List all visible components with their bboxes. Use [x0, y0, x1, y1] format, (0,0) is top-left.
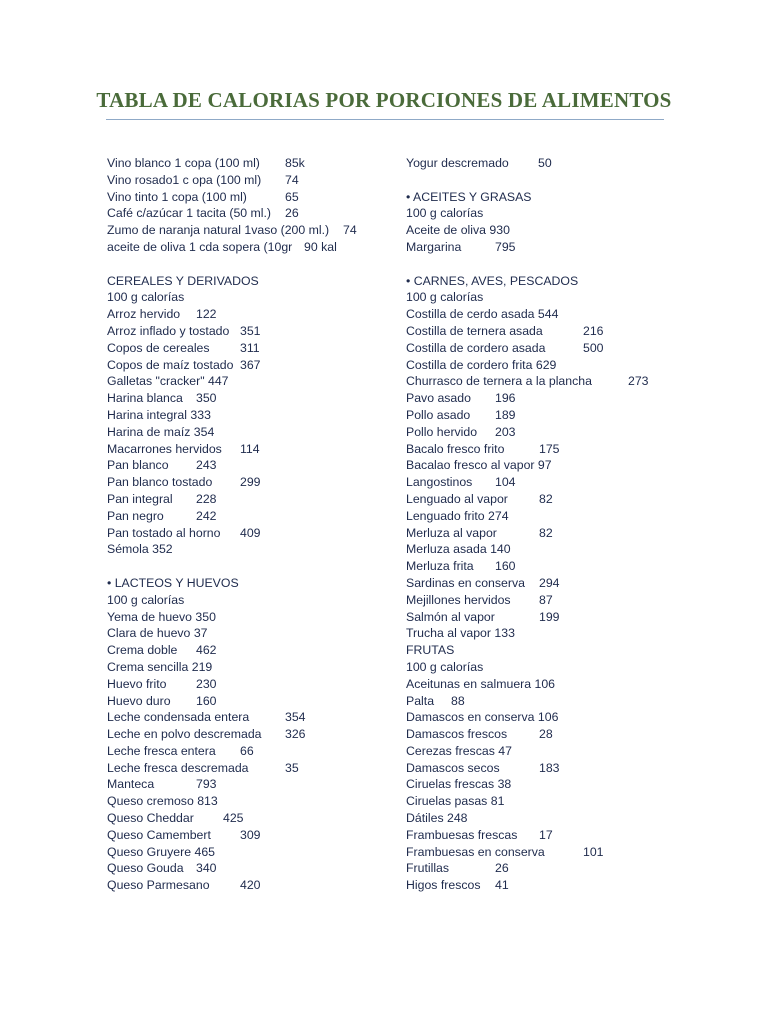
food-row: [406, 625, 686, 642]
food-row: [107, 659, 387, 676]
food-row: [107, 155, 387, 172]
food-row: [107, 860, 387, 877]
calorie-value: 367: [240, 357, 261, 372]
calorie-value: 26: [285, 206, 299, 221]
food-label: Churrasco de ternera a la plancha: [406, 374, 592, 389]
food-label: Lenguado frito 274: [406, 508, 509, 523]
calorie-value: 82: [539, 491, 553, 506]
food-label: Damascos en conserva 106: [406, 710, 559, 725]
food-row: [406, 827, 686, 844]
food-label: Langostinos: [406, 475, 473, 490]
food-label: Yogur descremado: [406, 156, 509, 170]
calorie-value: 351: [240, 323, 261, 338]
calorie-value: 243: [196, 458, 217, 473]
food-row: [406, 877, 686, 894]
food-row: [406, 323, 686, 340]
food-label: Pan integral: [107, 491, 173, 506]
food-row: [107, 289, 387, 306]
food-label: Café c/azúcar 1 tacita (50 ml.): [107, 206, 272, 221]
food-row: [107, 726, 387, 743]
food-label: Lenguado al vapor: [406, 491, 508, 506]
calorie-value: 74: [343, 223, 357, 238]
food-label: Frambuesas en conserva: [406, 844, 545, 859]
food-label: • LACTEOS Y HUEVOS: [107, 575, 239, 590]
food-label: Huevo frito: [107, 676, 167, 691]
calorie-value: 90 kal: [304, 239, 337, 254]
right-column: [406, 155, 686, 894]
calorie-value: 228: [196, 491, 217, 506]
food-row: [107, 474, 387, 491]
food-label: Ciruelas pasas 81: [406, 794, 505, 809]
food-label: Leche fresca descremada: [107, 760, 249, 775]
calorie-value: 26: [495, 861, 509, 876]
calorie-value: 216: [583, 323, 604, 338]
food-label: Merluza asada 140: [406, 542, 511, 557]
food-row: [406, 709, 686, 726]
food-label: Trucha al vapor 133: [406, 626, 515, 641]
food-row: [406, 407, 686, 424]
food-row: [406, 743, 686, 760]
food-row: [406, 592, 686, 609]
food-row: [107, 827, 387, 844]
food-label: Costilla de cerdo asada 544: [406, 307, 559, 322]
food-row: [107, 491, 387, 508]
food-row: [406, 860, 686, 877]
food-label: Dátiles 248: [406, 811, 468, 826]
calorie-value: 354: [285, 710, 306, 725]
food-row: [107, 541, 387, 558]
food-label: Copos de maíz tostado: [107, 357, 234, 372]
food-row: [406, 390, 686, 407]
food-label: Salmón al vapor: [406, 609, 495, 624]
food-row: [107, 609, 387, 626]
food-label: Ciruelas frescas 38: [406, 777, 512, 792]
food-row: [107, 810, 387, 827]
food-row: [107, 642, 387, 659]
food-label: Pan negro: [107, 508, 164, 523]
section-spacer: [406, 172, 686, 189]
food-row: [107, 390, 387, 407]
food-label: Mejillones hervidos: [406, 592, 511, 607]
food-label: CEREALES Y DERIVADOS: [107, 273, 259, 288]
calorie-value: 326: [285, 727, 306, 742]
food-label: Leche condensada entera: [107, 710, 250, 725]
food-label: Vino tinto 1 copa (100 ml): [107, 189, 247, 204]
food-row: [406, 525, 686, 542]
food-label: Sémola 352: [107, 542, 173, 557]
food-row: [107, 592, 387, 609]
food-label: Arroz hervido: [107, 307, 181, 322]
food-row: [107, 793, 387, 810]
food-row: [107, 373, 387, 390]
food-label: FRUTAS: [406, 643, 455, 658]
calorie-value: 160: [495, 559, 516, 574]
food-row: [107, 306, 387, 323]
food-label: • CARNES, AVES, PESCADOS: [406, 273, 579, 288]
food-row: [107, 525, 387, 542]
calorie-value: 65: [285, 189, 299, 204]
food-row: [107, 877, 387, 894]
calorie-value: 35: [285, 760, 299, 775]
food-label: Queso Gruyere 465: [107, 844, 216, 859]
food-row: [107, 441, 387, 458]
food-row: [406, 776, 686, 793]
food-row: [107, 575, 387, 592]
food-row: [107, 693, 387, 710]
calorie-value: 122: [196, 307, 217, 322]
food-label: Pollo asado: [406, 407, 471, 422]
food-row: [406, 793, 686, 810]
calorie-value: 425: [223, 811, 244, 826]
food-row: [406, 642, 686, 659]
section-spacer: [107, 558, 387, 575]
food-label: 100 g calorías: [107, 290, 185, 305]
food-row: [107, 457, 387, 474]
food-label: Bacalao fresco al vapor 97: [406, 458, 552, 473]
calorie-value: 462: [196, 643, 217, 658]
food-label: Harina blanca: [107, 391, 183, 406]
calorie-value: 196: [495, 391, 516, 406]
food-label: 100 g calorías: [107, 592, 185, 607]
calorie-value: 50: [538, 156, 552, 170]
food-row: [107, 844, 387, 861]
calorie-value: 82: [539, 525, 553, 540]
food-label: • ACEITES Y GRASAS: [406, 189, 532, 204]
food-row: [107, 424, 387, 441]
food-row: [406, 726, 686, 743]
food-label: Queso Camembert: [107, 827, 211, 842]
food-row: [107, 222, 387, 239]
food-label: Queso Gouda: [107, 861, 184, 876]
calorie-value: 242: [196, 508, 217, 523]
food-row: [107, 273, 387, 290]
food-label: Queso Parmesano: [107, 878, 210, 893]
food-row: [107, 189, 387, 206]
food-label: Pan blanco tostado: [107, 475, 213, 490]
title-underline: [106, 119, 664, 120]
calorie-value: 114: [240, 441, 260, 456]
food-label: Pollo hervido: [406, 424, 478, 439]
food-label: Manteca: [107, 777, 155, 792]
food-label: Damascos secos: [406, 760, 500, 775]
calorie-value: 340: [196, 861, 217, 876]
food-label: Harina de maíz 354: [107, 424, 215, 439]
food-label: 100 g calorías: [406, 290, 484, 305]
food-row: [406, 541, 686, 558]
calorie-value: 350: [196, 391, 217, 406]
food-row: [406, 575, 686, 592]
food-row: [107, 676, 387, 693]
food-label: Frambuesas frescas: [406, 827, 518, 842]
food-row: [406, 491, 686, 508]
food-row: [107, 205, 387, 222]
food-label: Queso cremoso 813: [107, 794, 218, 809]
calorie-value: 41: [495, 878, 509, 893]
calorie-value: 409: [240, 525, 261, 540]
food-row: [406, 189, 686, 206]
food-row: [406, 273, 686, 290]
food-label: Sardinas en conserva: [406, 575, 525, 590]
food-row: [406, 424, 686, 441]
food-row: [107, 239, 387, 256]
food-row: [107, 743, 387, 760]
food-row: [406, 306, 686, 323]
calorie-value: 199: [539, 609, 560, 624]
calorie-value: 87: [539, 592, 553, 607]
food-label: Yema de huevo 350: [107, 609, 216, 624]
calorie-value: 28: [539, 727, 553, 742]
food-label: Costilla de ternera asada: [406, 323, 543, 338]
food-label: Huevo duro: [107, 693, 171, 708]
food-row: [107, 323, 387, 340]
food-row: [406, 609, 686, 626]
page-title: TABLA DE CALORIAS POR PORCIONES DE ALIMENTOS: [96, 88, 672, 112]
food-label: Arroz inflado y tostado: [107, 323, 230, 338]
calorie-value: 500: [583, 340, 604, 355]
food-label: Leche fresca entera: [107, 743, 216, 758]
food-row: [107, 340, 387, 357]
calorie-value: 299: [240, 475, 261, 490]
section-spacer: [107, 256, 387, 273]
food-row: [406, 558, 686, 575]
food-row: [406, 239, 686, 256]
food-label: Bacalo fresco frito: [406, 441, 505, 456]
food-row: [406, 810, 686, 827]
calorie-value: 17: [539, 827, 553, 842]
food-label: aceite de oliva 1 cda sopera (10gr: [107, 239, 293, 254]
food-label: Costilla de cordero asada: [406, 340, 546, 355]
food-label: Leche en polvo descremada: [107, 727, 262, 742]
food-label: Palta: [406, 693, 435, 708]
food-row: [406, 760, 686, 777]
food-row: [107, 357, 387, 374]
food-label: Merluza frita: [406, 559, 474, 574]
food-label: Queso Cheddar: [107, 811, 194, 826]
calorie-value: 294: [539, 575, 560, 590]
food-row: [406, 844, 686, 861]
food-label: Copos de cereales: [107, 340, 210, 355]
calorie-value: 793: [196, 777, 217, 792]
food-label: Margarina: [406, 239, 462, 254]
calorie-value: 273: [628, 374, 649, 389]
food-row: [406, 441, 686, 458]
food-row: [107, 776, 387, 793]
calorie-value: 66: [240, 743, 254, 758]
calorie-value: 311: [240, 340, 260, 355]
food-label: Merluza al vapor: [406, 525, 497, 540]
food-label: Harina integral 333: [107, 407, 211, 422]
food-row: [107, 172, 387, 189]
food-row: [406, 659, 686, 676]
food-label: Macarrones hervidos: [107, 441, 222, 456]
food-row: [107, 407, 387, 424]
food-row: [107, 760, 387, 777]
food-label: Vino blanco 1 copa (100 ml): [107, 156, 260, 170]
food-label: Zumo de naranja natural 1vaso (200 ml.): [107, 223, 330, 238]
food-label: Aceite de oliva 930: [406, 223, 510, 238]
calorie-value: 183: [539, 760, 560, 775]
calorie-value: 189: [495, 407, 516, 422]
food-row: [406, 289, 686, 306]
food-label: 100 g calorías: [406, 206, 484, 221]
food-label: Galletas "cracker" 447: [107, 374, 229, 389]
food-label: Crema doble: [107, 643, 178, 658]
food-row: [107, 709, 387, 726]
food-label: Aceitunas en salmuera 106: [406, 676, 556, 691]
calorie-value: 309: [240, 827, 261, 842]
food-row: [406, 474, 686, 491]
food-label: 100 g calorías: [406, 659, 484, 674]
food-label: Crema sencilla 219: [107, 659, 213, 674]
calorie-value: 420: [240, 878, 261, 893]
food-row: [406, 205, 686, 222]
food-row: [406, 457, 686, 474]
calorie-value: 160: [196, 693, 217, 708]
food-label: Damascos frescos: [406, 727, 508, 742]
calorie-value: 104: [495, 475, 516, 490]
food-row: [406, 676, 686, 693]
food-label: Costilla de cordero frita 629: [406, 357, 557, 372]
calorie-value: 795: [495, 239, 516, 254]
food-row: [406, 222, 686, 239]
food-label: Vino rosado1 c opa (100 ml): [107, 172, 262, 187]
food-label: Pavo asado: [406, 391, 471, 406]
calorie-value: 88: [451, 693, 465, 708]
food-row: [406, 340, 686, 357]
food-label: Frutillas: [406, 861, 450, 876]
food-row: [406, 373, 686, 390]
food-label: Pan tostado al horno: [107, 525, 221, 540]
calorie-value: 101: [583, 844, 604, 859]
calorie-value: 85k: [285, 156, 305, 170]
food-label: Clara de huevo 37: [107, 626, 208, 641]
food-label: Pan blanco: [107, 458, 169, 473]
food-row: [406, 508, 686, 525]
food-row: [406, 155, 686, 172]
food-row: [406, 357, 686, 374]
food-row: [107, 508, 387, 525]
calorie-value: 74: [285, 172, 299, 187]
food-row: [107, 625, 387, 642]
food-label: Higos frescos: [406, 878, 481, 893]
food-row: [406, 693, 686, 710]
section-spacer: [406, 256, 686, 273]
left-column: [107, 155, 387, 894]
calorie-value: 230: [196, 676, 217, 691]
calorie-value: 203: [495, 424, 516, 439]
calorie-value: 175: [539, 441, 560, 456]
food-label: Cerezas frescas 47: [406, 743, 512, 758]
